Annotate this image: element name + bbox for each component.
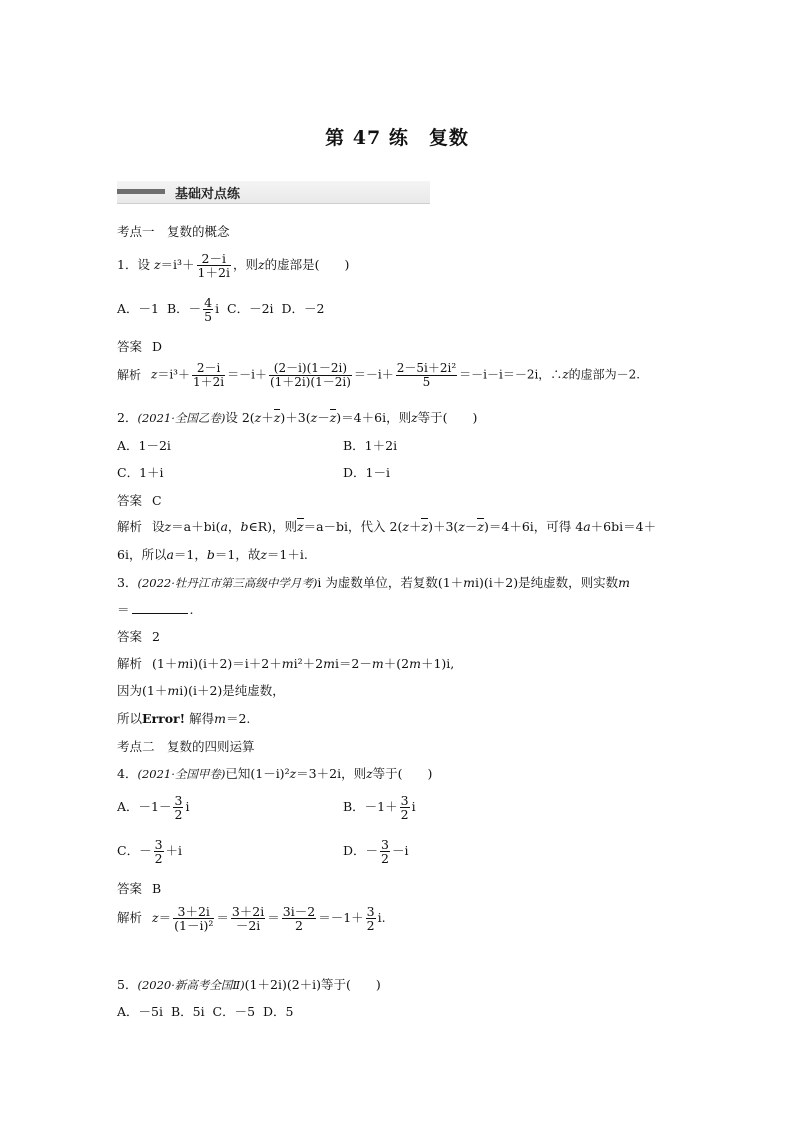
q4-option-a [117,794,189,821]
q2-explanation-line2 [117,545,308,563]
q2-exp1: 设 [152,519,165,534]
q1-frac-num: 2－i [197,252,231,266]
var-z: z [562,367,569,382]
q4-exp-frac4-den: 2 [366,918,375,934]
q2-option-c: C．1＋i [117,465,164,480]
var-z: z [402,519,409,534]
var-m: m [167,683,180,698]
q4-answer-value: B [152,881,162,896]
var-z-conjugate: z [329,410,337,425]
q4-optb-den: 2 [400,807,409,823]
q4-answer [117,879,161,897]
q1-option-b: B．－ [166,301,202,317]
q1-exp-frac1-den: 1＋2i [193,374,225,389]
var-z-conjugate: z [421,519,429,534]
q3-stem-b: i)(i＋2)是纯虚数，则实数 [475,575,619,590]
q3-exp2b: i)(i＋2)是纯虚数， [179,683,285,698]
q2-zbar-eq: ＝a－bi [303,519,349,534]
q4-opta-den: 2 [174,807,183,823]
q4-exp-i: i. [377,910,386,926]
q1-exp-frac2-num: (2－i)(1－2i) [269,362,352,376]
q1-exp-frac3-num: 2－5i＋2i² [396,361,457,375]
q2-exp10: ＝1，故 [214,547,261,562]
var-b: b [240,519,249,534]
var-z: z [289,766,297,781]
q4-exp-frac3 [282,905,316,932]
q2-plus: ＋ [408,519,422,534]
var-m: m [409,656,421,671]
q1-optb-num: 4 [204,295,213,310]
section-banner [117,181,430,204]
q2-minus: － [317,410,330,425]
q3-source: (2022·牡丹江市第三高级中学月考) [137,576,318,590]
q5-option-b: B．5i [170,1004,205,1019]
question-5 [117,975,381,993]
q3-exp1: (1＋ [152,656,178,671]
q4-eq: ＝ [216,910,229,926]
q4-exp-frac3-num: 3i－2 [282,904,316,919]
var-z: z [151,367,158,382]
q2-stem-d: 等于( ) [417,410,478,425]
q3-stem-a: i 为虚数单位，若复数(1＋ [317,575,464,590]
var-m: m [214,711,226,726]
q5-number: 5． [117,977,138,992]
q5-option-a: A．－5i [117,1004,163,1019]
q2-source: (2021·全国乙卷) [137,411,226,425]
q2-exp9: ＝1， [173,547,207,562]
q4-exp-frac4 [366,905,376,932]
q1-exp-frac3 [396,362,457,388]
q1-exp-frac1 [192,362,225,388]
q1-tail2: 的虚部是( ) [264,257,350,273]
var-z: z [310,410,318,425]
q2-option-d: D．1－i [343,465,390,480]
q4-exp-frac1-num: 3＋2i [173,905,214,919]
answer-label: 答案 [117,339,143,354]
q2-4a6b: ＋6b [590,519,620,534]
q1-answer-value: D [152,339,163,354]
q3-answer-value: 2 [152,629,160,644]
q1-exp-end: 的虚部为－2. [568,367,641,382]
q5-options [117,1002,294,1020]
question-1 [117,252,349,279]
q4-exp-frac1 [173,905,214,932]
var-z: z [458,519,465,534]
q4-optb-i: i [411,799,416,815]
q1-exp-frac3-den: 5 [422,374,431,389]
explanation-label: 解析 [117,367,142,382]
q4-exp-frac3-den: 2 [295,918,303,934]
page-title: 第 47 练 复数 [325,127,469,149]
q4-optc-den: 2 [154,851,163,867]
var-m: m [323,656,335,671]
explanation-label: 解析 [117,519,143,534]
q2-stem-c: )＝4＋6i，则 [336,410,412,425]
q4-explanation [117,905,386,932]
q1-number: 1． [117,257,138,273]
q2-exp4: ，代入 2( [348,519,403,534]
q2-exp6: )＝4＋6i，可得 4 [483,519,584,534]
var-m: m [463,575,476,590]
q2-option-a: A．1－2i [117,438,171,453]
q1-explanation [117,362,640,388]
q4-option-a-text: A．－1－ [117,799,172,815]
q3-explanation-line2 [117,681,285,699]
q2-stem-a: 设 2( [225,410,255,425]
q3-explanation-line3 [117,709,250,727]
question-3-line2: ＝ . [117,602,194,617]
q4-opta-i: i [185,799,190,815]
q3-answer-blank [132,601,188,614]
q4-stem-b: ＝3＋2i，则 [296,766,367,781]
q5-option-d: D．5 [263,1004,294,1019]
var-a: a [166,547,174,562]
q4-optc-num: 3 [154,837,163,852]
var-a: a [220,519,228,534]
q4-optd-fraction [380,838,390,865]
q1-optb-den: 5 [204,309,213,325]
q4-optb-num: 3 [400,793,409,808]
q2-exp8: 6i，所以 [117,547,167,562]
q2-answer-value: C [152,493,162,508]
q1-exp-frac1-num: 2－i [192,362,225,376]
q4-option-d [343,838,408,865]
q1-option-d: D．－2 [281,301,325,317]
q2-answer [117,491,162,509]
q3-exp2: 因为(1＋ [117,683,168,698]
var-z-conjugate: z [477,519,484,534]
var-b: b [206,547,215,562]
explanation-label: 解析 [117,656,143,671]
var-z: z [257,257,265,273]
q1-optb-i: i [215,301,220,317]
q4-exp-frac2 [231,905,265,932]
var-z: z [260,547,267,562]
q2-plus: ＋ [261,410,274,425]
q4-exp-frac4-num: 3 [366,904,375,919]
q4-eq: ＝ [267,910,280,926]
q3-exp3a: 所以 [117,711,143,726]
q2-exp2: ( [215,519,221,534]
q4-exp-frac2-num: 3＋2i [231,904,265,919]
q1-exp-frac2 [269,362,352,388]
q2-number: 2． [117,410,138,425]
q4-number: 4． [117,766,138,781]
q2-minus: － [464,519,478,534]
q4-option-c-text: C．－ [117,843,152,859]
var-z-conjugate: z [273,410,281,425]
q1-exp-tail: ＝－i－i＝－2i，∴ [459,367,563,382]
q4-optd-tail: －i [391,843,409,859]
var-m: m [371,656,384,671]
q4-optd-den: 2 [381,851,389,867]
q1-exp-eq2: ＝－i＋ [227,367,267,382]
q3-exp1b: i)(i＋2)＝i＋2＋ [189,656,282,671]
q1-frac-den: 1＋2i [197,265,230,281]
var-z: z [152,910,159,926]
var-z: z [366,766,373,781]
q3-exp1f: ＋1)i, [420,656,455,671]
q2-stem-b: )＋3( [280,410,311,425]
var-m: m [281,656,294,671]
q1-optb-fraction [203,296,213,323]
q4-stem-a: 已知(1－i)² [225,766,290,781]
q4-optd-num: 3 [381,837,389,852]
q3-error-text: Error! [142,711,186,726]
q2-comma: ， [227,519,241,534]
q3-exp1e: ＋(2 [383,656,410,671]
q3-exp3c: ＝2. [225,711,251,726]
q2-exp11: ＝1＋i. [266,547,308,562]
q1-fraction [197,252,231,279]
q3-answer [117,627,160,645]
q4-opta-fraction [173,794,183,821]
q1-eq: ＝i³＋ [160,257,195,273]
q2-abi: ＝a＋bi [171,519,216,534]
q4-option-c [117,838,182,865]
q1-exp-frac2-den: (1＋2i)(1－2i) [269,374,351,389]
q1-options [117,296,324,323]
q2-explanation-line1 [117,517,656,535]
q3-exp1d: i＝2－ [334,656,372,671]
var-z: z [164,519,172,534]
q2-option-b: B．1＋2i [343,438,398,453]
q2-exp5: )＋3( [428,519,459,534]
q4-option-d-text: D．－ [343,843,379,859]
q4-option-b-text: B．－1＋ [343,799,398,815]
var-m: m [177,656,190,671]
var-z: z [411,410,418,425]
question-3-line1 [117,573,630,591]
q4-source: (2021·全国甲卷) [137,767,226,781]
q4-exp-frac2-den: －2i [235,918,261,934]
q3-exp3b: 解得 [185,711,215,726]
banner-bar [117,189,165,194]
var-z: z [153,257,161,273]
var-z-conjugate: z [297,519,304,534]
question-4 [117,764,432,782]
q2-exp7: i＝4＋ [619,519,657,534]
q5-stem: (1＋2i)(2＋i)等于( ) [244,977,381,992]
q1-exp-eq1: ＝i³＋ [157,367,190,382]
q1-lead: 设 [137,257,154,273]
q4-exp-eq: ＝－1＋ [318,910,364,926]
q3-number: 3． [117,575,138,590]
q2-exp3: ∈R)，则 [248,519,297,534]
knowledge-point-2: 考点二 复数的四则运算 [117,739,255,754]
q1-option-a: A．－1 [117,301,159,317]
explanation-label: 解析 [117,910,143,926]
q3-exp1c: i²＋2 [293,656,324,671]
q3-stem-c: ＝ [117,602,130,617]
answer-label: 答案 [117,629,143,644]
q4-optb-fraction [400,794,410,821]
q5-option-c: C．－5 [212,1004,256,1019]
q4-exp-frac1-den: (1－i)² [174,918,214,934]
q4-optc-fraction [154,838,164,865]
q4-optc-tail: ＋i [165,843,183,859]
q1-tail: ，则 [232,257,258,273]
q5-source: (2020·新高考全国Ⅱ) [137,978,245,992]
knowledge-point-1: 考点一 复数的概念 [117,224,230,239]
answer-label: 答案 [117,493,143,508]
q3-explanation-line1 [117,654,454,672]
banner-title: 基础对点练 [175,187,241,202]
var-m: m [618,575,630,590]
q4-eq: ＝ [158,910,172,926]
q4-option-b [343,794,416,821]
var-a: a [583,519,591,534]
var-z: z [254,410,262,425]
answer-label: 答案 [117,881,143,896]
q4-opta-num: 3 [174,793,183,808]
q4-stem-c: 等于( ) [372,766,433,781]
q1-exp-eq3: ＝－i＋ [353,367,394,382]
q1-option-c: C．－2i [227,301,274,317]
question-2 [117,408,477,426]
q1-answer [117,337,162,355]
